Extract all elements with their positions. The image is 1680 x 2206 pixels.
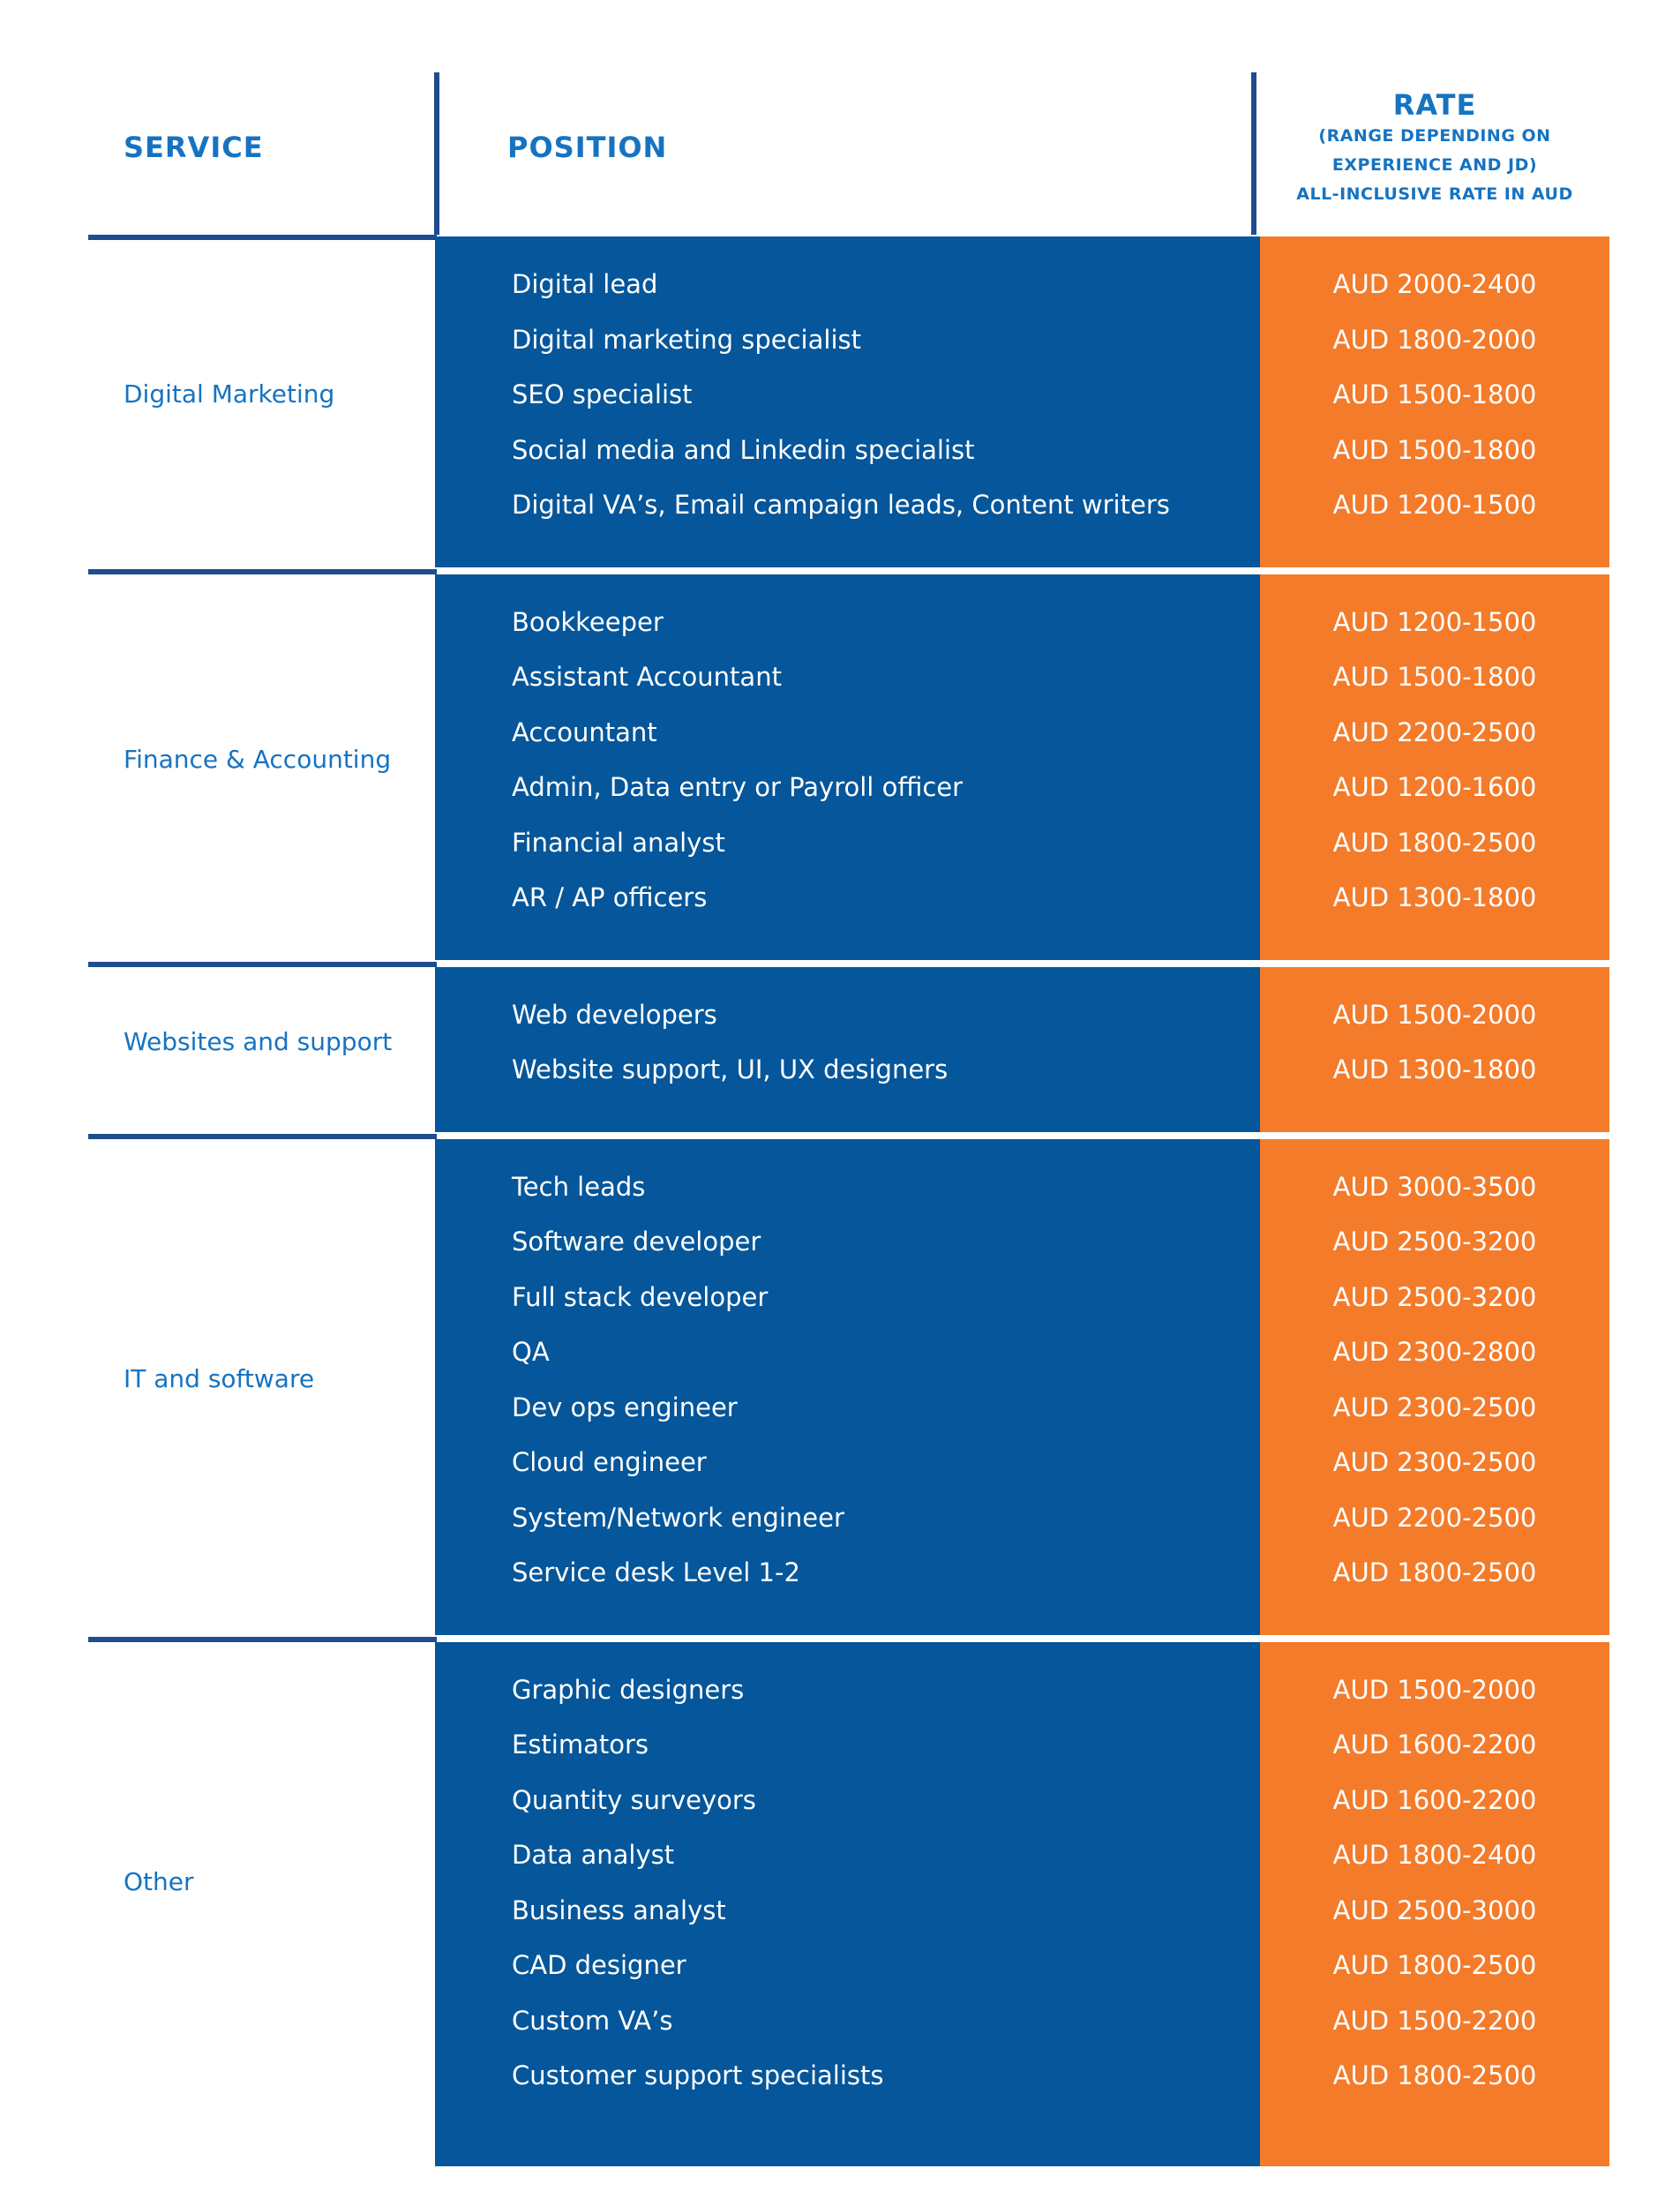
column-divider	[434, 72, 439, 235]
position-cell: Digital lead	[512, 269, 658, 299]
rate-cell: AUD 1300-1800	[1332, 882, 1537, 912]
table-row	[0, 1837, 1680, 1872]
rate-cell: AUD 2200-2500	[1332, 1502, 1537, 1533]
service-label: Websites and support	[124, 1026, 393, 1056]
position-cell: AR / AP officers	[512, 882, 708, 912]
position-cell: Digital VA’s, Email campaign leads, Content writers	[512, 490, 1170, 520]
header-rate-subtitle-2: EXPERIENCE AND JD)	[1331, 155, 1538, 175]
table-row	[0, 1727, 1680, 1762]
table-row	[0, 880, 1680, 915]
table-row	[0, 2058, 1680, 2093]
table-row	[0, 1782, 1680, 1818]
position-cell: Tech leads	[512, 1171, 646, 1202]
position-cell: Bookkeeper	[512, 606, 664, 637]
position-column-block	[435, 967, 1260, 1132]
rate-cell: AUD 1800-2000	[1332, 324, 1537, 355]
position-cell: Website support, UI, UX designers	[512, 1054, 949, 1084]
position-cell: Assistant Accountant	[512, 662, 782, 692]
service-group	[0, 1642, 1680, 2166]
position-cell: Customer support specialists	[512, 2060, 884, 2090]
header-service: SERVICE	[124, 131, 264, 164]
rate-cell: AUD 1200-1600	[1332, 772, 1537, 802]
header-rate-subtitle-3: ALL-INCLUSIVE RATE IN AUD	[1296, 184, 1573, 204]
group-divider	[88, 962, 437, 967]
service-group	[0, 1139, 1680, 1635]
rate-cell: AUD 1500-2000	[1332, 1674, 1537, 1705]
table-row	[0, 1555, 1680, 1590]
rate-cell: AUD 1800-2400	[1332, 1840, 1537, 1870]
rate-cell: AUD 2300-2500	[1332, 1392, 1537, 1422]
table-row	[0, 1334, 1680, 1369]
rate-cell: AUD 1800-2500	[1332, 827, 1537, 858]
table-row	[0, 1169, 1680, 1204]
table-row	[0, 1052, 1680, 1087]
table-row	[0, 1279, 1680, 1315]
service-label: Digital Marketing	[124, 379, 335, 409]
header-position: POSITION	[507, 131, 668, 164]
rate-cell: AUD 2500-3200	[1332, 1227, 1537, 1257]
rate-cell: AUD 1200-1500	[1332, 490, 1537, 520]
position-cell: Dev ops engineer	[512, 1392, 738, 1422]
service-label: Finance & Accounting	[124, 744, 392, 774]
position-cell: QA	[512, 1337, 550, 1367]
position-cell: Cloud engineer	[512, 1447, 707, 1477]
table-row	[0, 1947, 1680, 1983]
rate-cell: AUD 2500-3000	[1332, 1895, 1537, 1925]
rate-cell: AUD 2500-3200	[1332, 1281, 1537, 1312]
position-cell: Full stack developer	[512, 1281, 769, 1312]
table-row	[0, 769, 1680, 805]
rate-cell: AUD 2200-2500	[1332, 717, 1537, 747]
position-cell: Estimators	[512, 1730, 649, 1760]
table-row	[0, 659, 1680, 694]
table-row	[0, 1672, 1680, 1707]
table-row	[0, 715, 1680, 750]
rate-cell: AUD 1300-1800	[1332, 1054, 1537, 1084]
table-row	[0, 825, 1680, 860]
rate-cell: AUD 1800-2500	[1332, 1950, 1537, 1980]
service-group	[0, 967, 1680, 1132]
table-row	[0, 266, 1680, 302]
rate-cell: AUD 2300-2800	[1332, 1337, 1537, 1367]
table-row	[0, 604, 1680, 640]
position-cell: Financial analyst	[512, 827, 725, 858]
position-cell: Graphic designers	[512, 1674, 745, 1705]
rate-cell: AUD 1500-2200	[1332, 2005, 1537, 2036]
table-row	[0, 1390, 1680, 1425]
rate-cell: AUD 1800-2500	[1332, 1557, 1537, 1587]
position-cell: Business analyst	[512, 1895, 726, 1925]
rate-cell: AUD 1500-1800	[1332, 379, 1537, 409]
rate-column-block	[1260, 967, 1609, 1132]
service-label: Other	[124, 1867, 194, 1897]
table-row	[0, 1893, 1680, 1928]
rate-cell: AUD 2300-2500	[1332, 1447, 1537, 1477]
position-cell: Admin, Data entry or Payroll officer	[512, 772, 964, 802]
table-row	[0, 487, 1680, 522]
rate-cell: AUD 1600-2200	[1332, 1730, 1537, 1760]
group-divider	[88, 1637, 437, 1642]
table-row	[0, 1444, 1680, 1480]
position-cell: Data analyst	[512, 1840, 675, 1870]
header-rate-title: RATE	[1392, 88, 1477, 122]
rate-cell: AUD 1800-2500	[1332, 2060, 1537, 2090]
rate-cell: AUD 1500-2000	[1332, 999, 1537, 1030]
table-row	[0, 997, 1680, 1032]
service-group	[0, 574, 1680, 960]
position-cell: SEO specialist	[512, 379, 693, 409]
position-cell: Quantity surveyors	[512, 1784, 756, 1815]
position-cell: Digital marketing specialist	[512, 324, 861, 355]
group-divider	[88, 1134, 437, 1139]
group-divider	[88, 569, 437, 574]
position-cell: Software developer	[512, 1227, 761, 1257]
table-row	[0, 377, 1680, 412]
position-cell: Web developers	[512, 999, 717, 1030]
table-row	[0, 322, 1680, 357]
position-cell: Custom VA’s	[512, 2005, 673, 2036]
table-row	[0, 432, 1680, 468]
header-rate	[1262, 88, 1608, 209]
position-cell: Service desk Level 1-2	[512, 1557, 800, 1587]
position-cell: Social media and Linkedin specialist	[512, 434, 975, 465]
column-divider	[1251, 72, 1256, 235]
rate-cell: AUD 3000-3500	[1332, 1171, 1537, 1202]
table-row	[0, 1500, 1680, 1535]
rate-cell: AUD 1500-1800	[1332, 662, 1537, 692]
rate-cell: AUD 1200-1500	[1332, 606, 1537, 637]
rate-cell: AUD 2000-2400	[1332, 269, 1537, 299]
table-row	[0, 1224, 1680, 1259]
header-rate-subtitle-1: (RANGE DEPENDING ON	[1318, 126, 1551, 146]
position-cell: Accountant	[512, 717, 657, 747]
table-row	[0, 2003, 1680, 2038]
rate-cell: AUD 1500-1800	[1332, 434, 1537, 465]
service-group	[0, 236, 1680, 567]
position-cell: CAD designer	[512, 1950, 686, 1980]
rate-cell: AUD 1600-2200	[1332, 1784, 1537, 1815]
position-cell: System/Network engineer	[512, 1502, 844, 1533]
service-label: IT and software	[124, 1364, 315, 1394]
